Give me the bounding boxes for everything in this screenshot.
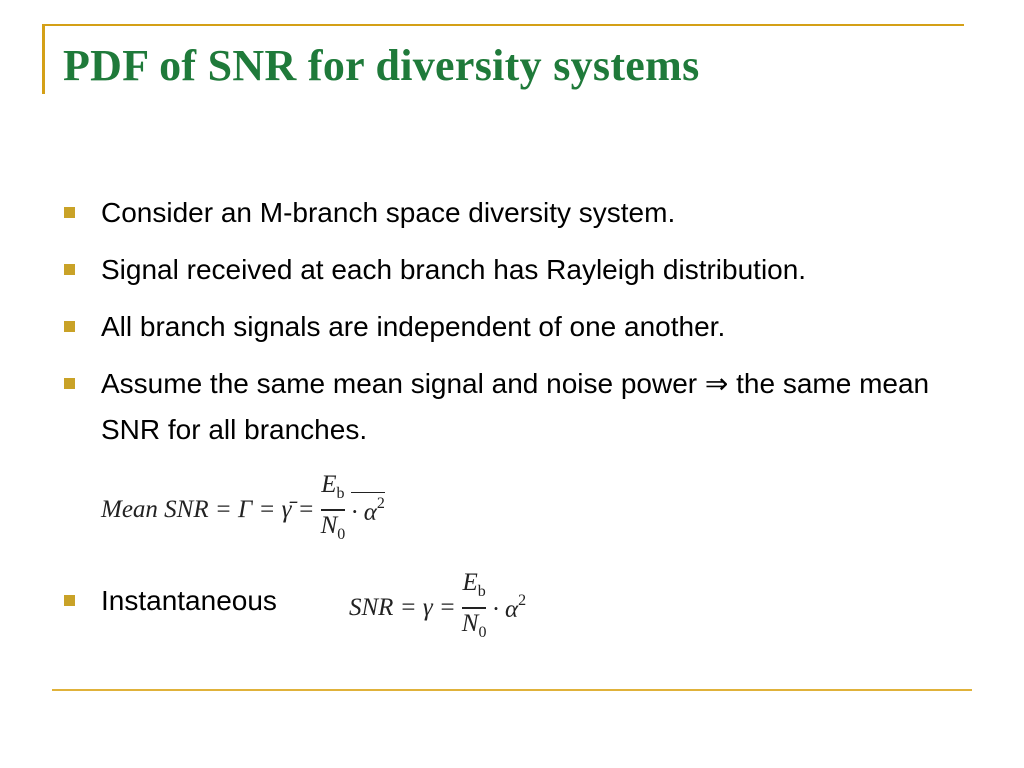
bullet-text: Consider an M-branch space diversity system. <box>101 197 676 228</box>
slide-title: PDF of SNR for diversity systems <box>63 41 700 90</box>
mean-eq-lhs: Mean SNR = Γ = γ̄ = <box>101 495 315 523</box>
bullet-square-icon <box>64 207 75 218</box>
bullet-square-icon <box>64 378 75 389</box>
bullet-square-icon <box>64 595 75 606</box>
instantaneous-snr-equation <box>349 568 526 648</box>
bullet-item <box>64 247 984 293</box>
title-frame-top-rule <box>42 24 964 26</box>
bullet-text: Signal received at each branch has Rayleigh distribution. <box>101 254 807 285</box>
mean-eq-fraction <box>321 470 346 550</box>
bullet-text: Instantaneous <box>101 585 277 616</box>
mean-eq-numerator: $E_b$ <box>321 471 345 502</box>
bullet-list <box>64 190 984 464</box>
inst-eq-lhs: SNR = γ = <box>349 593 456 621</box>
mean-snr-equation <box>101 470 385 550</box>
bullet-square-icon <box>64 264 75 275</box>
inst-eq-fraction <box>462 568 487 648</box>
inst-eq-numerator: $E_b$ <box>462 569 486 600</box>
title-frame-left-rule <box>42 24 45 94</box>
bullet-item <box>64 361 951 453</box>
bullet-text: All branch signals are independent of one another. <box>101 311 726 342</box>
bullet-item-instantaneous <box>64 578 277 624</box>
mean-eq-tail: · $\alpha^2$ <box>351 492 385 527</box>
inst-eq-denominator: $N_0$ <box>461 609 487 641</box>
bullet-item <box>64 304 984 350</box>
bullet-text: Assume the same mean signal and noise power ⇒ the same mean SNR for all branches. <box>101 368 930 445</box>
mean-eq-denominator: $N_0$ <box>320 511 346 543</box>
footer-rule <box>52 689 972 691</box>
bullet-item <box>64 190 984 236</box>
inst-eq-tail: · $\alpha^2$ <box>492 591 527 623</box>
bullet-square-icon <box>64 321 75 332</box>
